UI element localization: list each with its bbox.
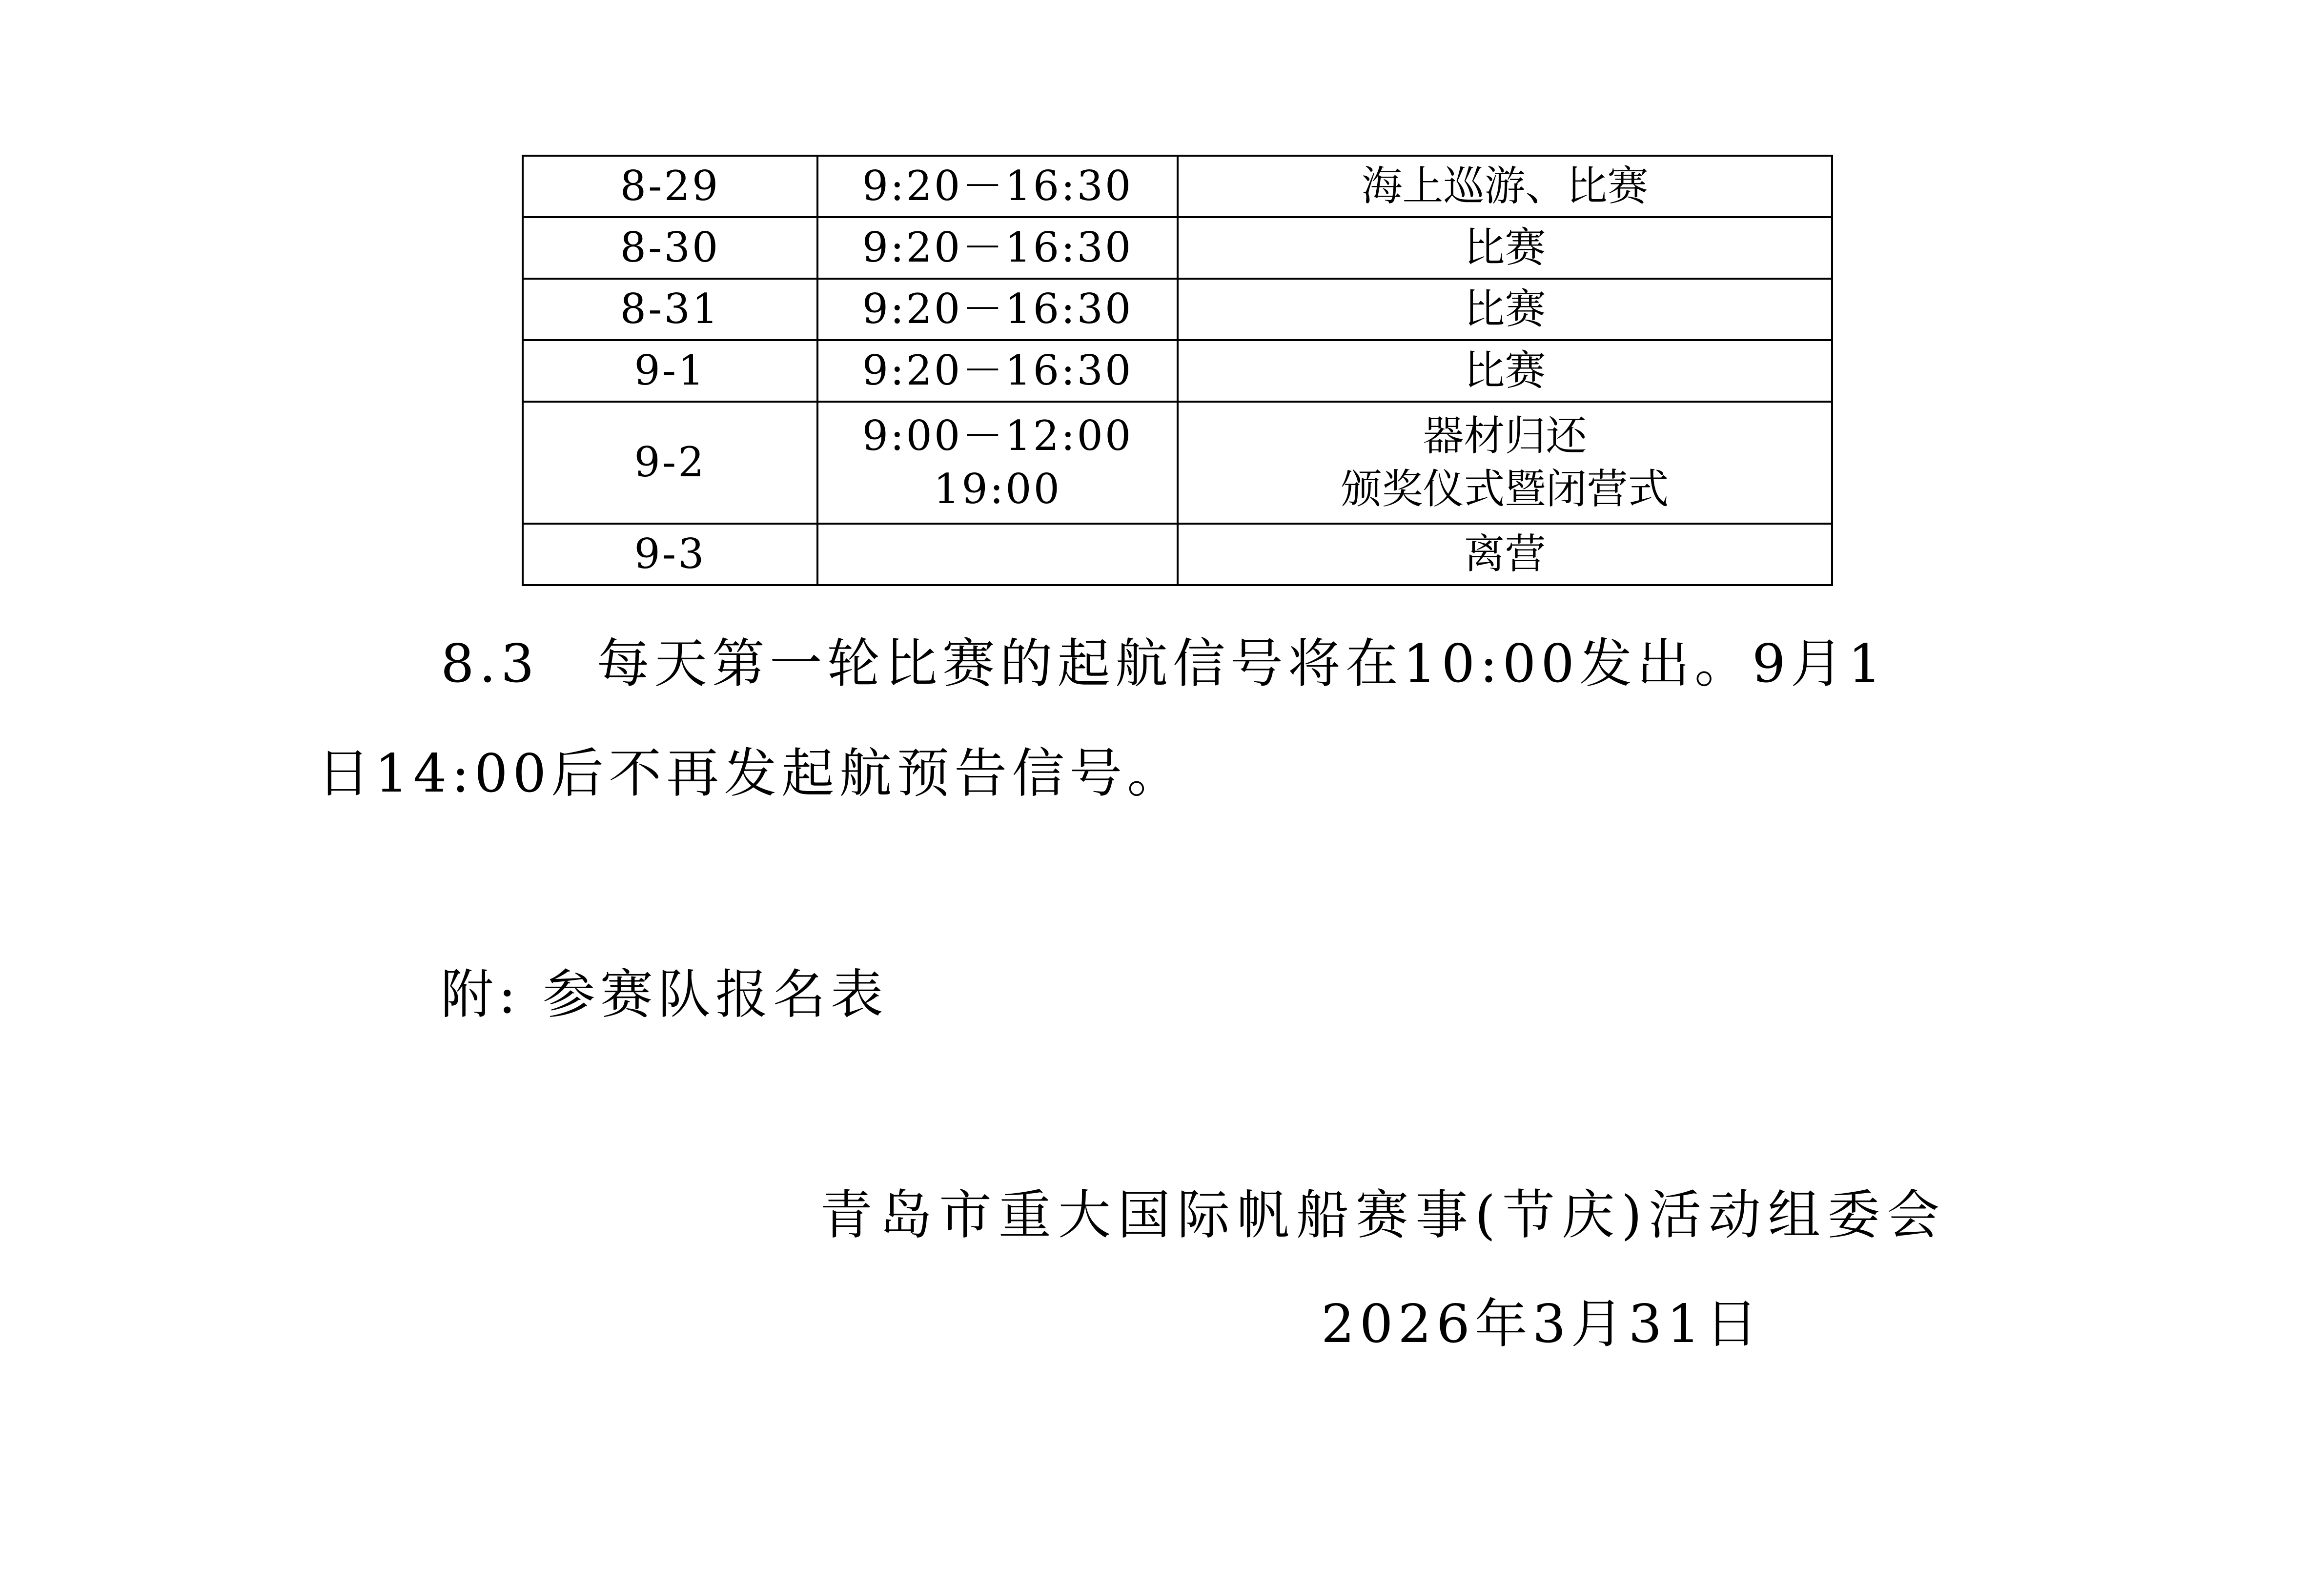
time-cell [817, 524, 1178, 585]
date-cell: 9-3 [523, 524, 817, 585]
attachment-note: 附: 参赛队报名表 [441, 964, 888, 1025]
schedule-table [522, 155, 1833, 586]
date-cell: 8-31 [523, 279, 817, 340]
time-cell: 9:20－16:30 [817, 217, 1178, 279]
event-cell: 器材归还 颁奖仪式暨闭营式 [1178, 402, 1832, 524]
time-cell: 9:00－12:00 19:00 [817, 402, 1178, 524]
event-cell: 比赛 [1178, 279, 1832, 340]
date-cell: 9-1 [523, 340, 817, 402]
signature-organization: 青岛市重大国际帆船赛事(节庆)活动组委会 [820, 1185, 1947, 1246]
table-row [523, 156, 1832, 217]
time-cell: 9:20－16:30 [817, 156, 1178, 217]
date-cell: 8-30 [523, 217, 817, 279]
event-cell: 海上巡游、比赛 [1178, 156, 1832, 217]
table-row [523, 340, 1832, 402]
date-cell: 8-29 [523, 156, 817, 217]
date-cell: 9-2 [523, 402, 817, 524]
event-cell: 离营 [1178, 524, 1832, 585]
table-row [523, 279, 1832, 340]
start-signal-paragraph-line-2: 日14:00后不再发起航预告信号。 [317, 743, 1185, 804]
signature-date: 2026年3月31日 [1321, 1294, 1763, 1355]
table-row [523, 402, 1832, 524]
event-cell: 比赛 [1178, 217, 1832, 279]
table-row [523, 524, 1832, 585]
time-cell: 9:20－16:30 [817, 340, 1178, 402]
table-row [523, 217, 1832, 279]
event-cell: 比赛 [1178, 340, 1832, 402]
start-signal-paragraph-line-1: 8.3 每天第一轮比赛的起航信号将在10:00发出。9月1 [441, 633, 1887, 694]
time-cell: 9:20－16:30 [817, 279, 1178, 340]
